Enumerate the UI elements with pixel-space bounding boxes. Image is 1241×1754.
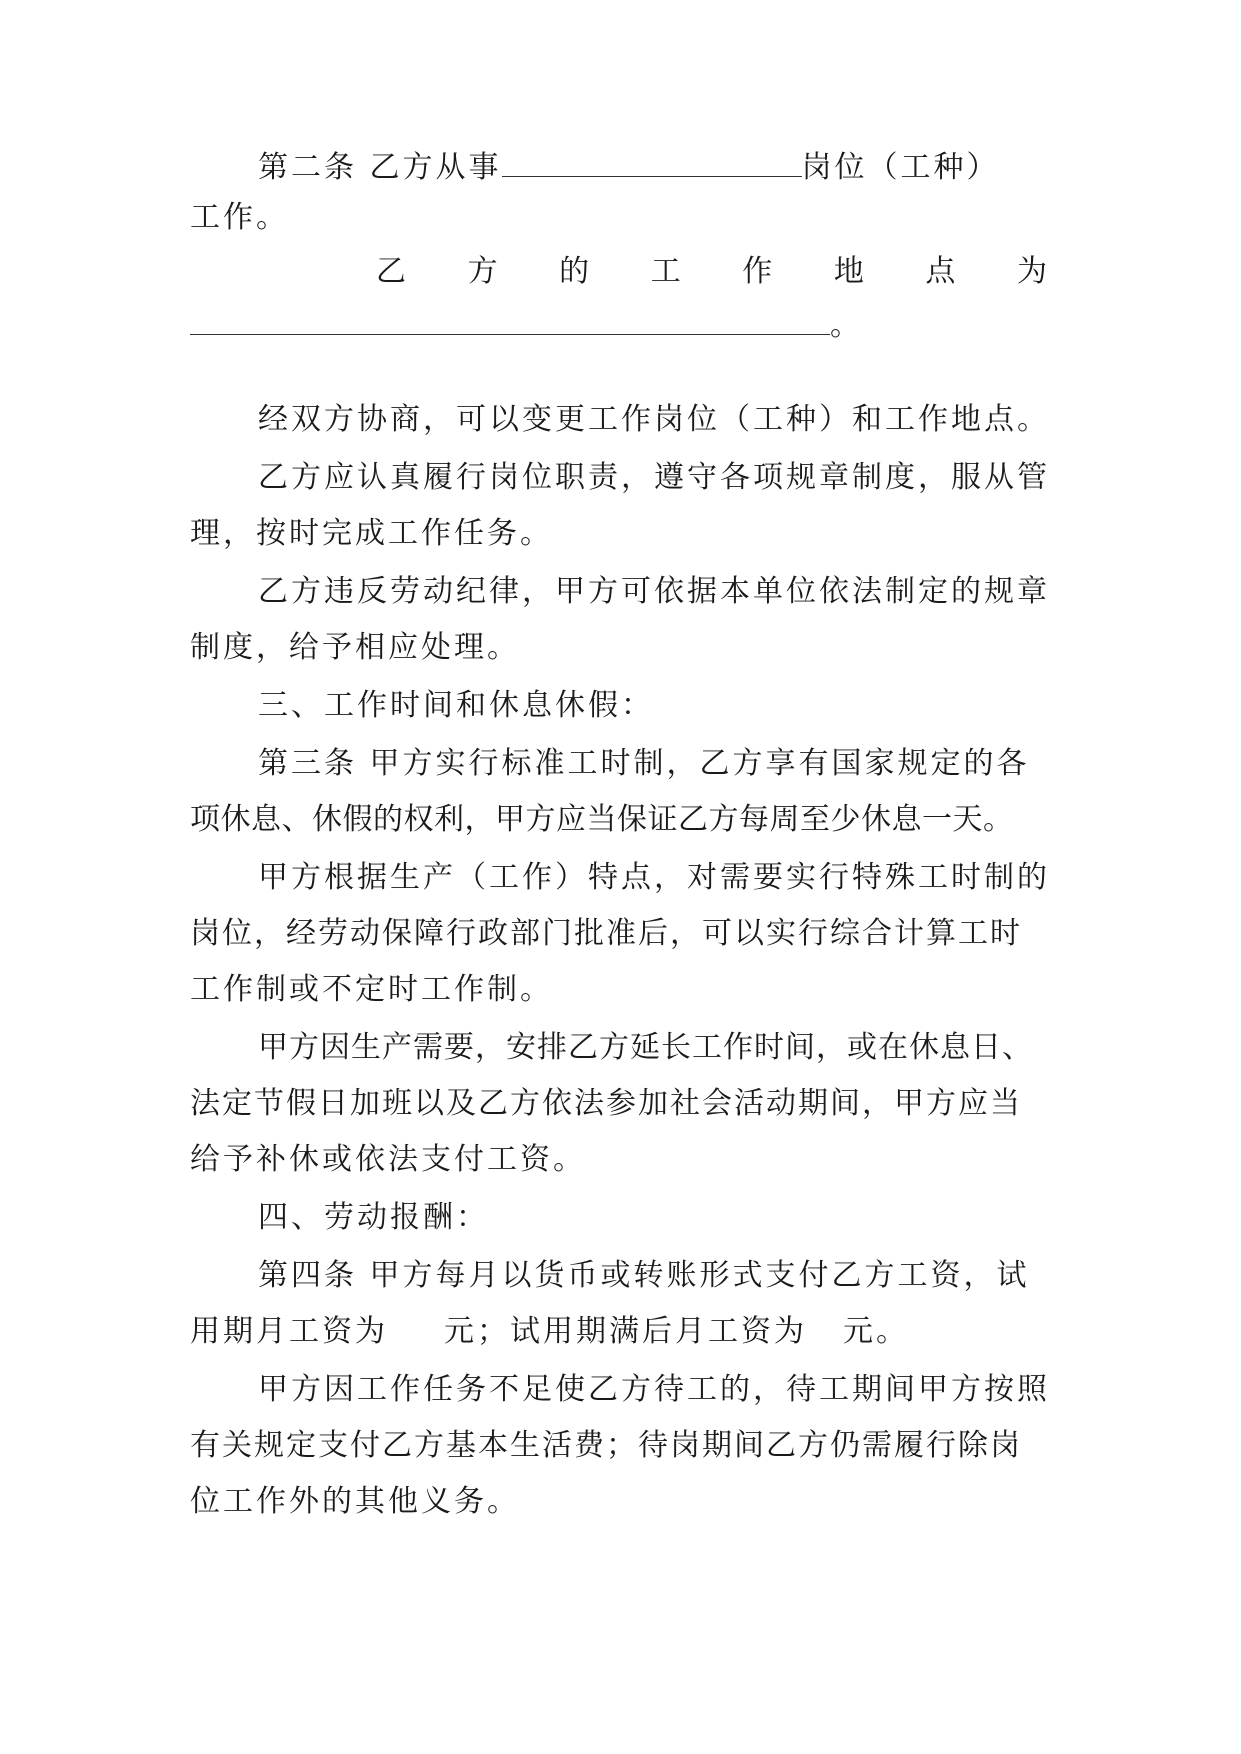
workplace-char: 点: [925, 254, 959, 289]
workplace-line: [376, 252, 1050, 292]
paragraph-idle-2: 有关规定支付乙方基本生活费；待岗期间乙方仍需履行除岗: [190, 1428, 1022, 1463]
paragraph-special-2: 岗位，经劳动保障行政部门批准后，可以实行综合计算工时: [190, 916, 1022, 951]
paragraph-overtime-1: 甲方因生产需要，安排乙方延长工作时间，或在休息日、: [258, 1030, 1033, 1065]
regular-salary-label: 元；试用期满后月工资为: [444, 1314, 807, 1349]
workplace-char: 的: [559, 254, 593, 289]
section-heading-3: 三、工作时间和休息休假：: [258, 688, 654, 723]
paragraph-idle-3: 位工作外的其他义务。: [190, 1484, 520, 1519]
article-2-suffix: 岗位（工种）: [801, 150, 1000, 185]
paragraph-idle-1: 甲方因工作任务不足使乙方待工的，待工期间甲方按照: [258, 1372, 1050, 1407]
workplace-char: 作: [742, 254, 776, 289]
paragraph-duty-1: 乙方应认真履行岗位职责，遵守各项规章制度，服从管: [258, 460, 1050, 495]
article-3-line-1: 第三条 甲方实行标准工时制，乙方享有国家规定的各: [258, 746, 1030, 781]
article-2-line: [258, 148, 1050, 188]
workplace-char: 工: [650, 254, 684, 289]
workplace-char: 方: [467, 254, 501, 289]
position-blank: [502, 148, 802, 177]
paragraph-overtime-2: 法定节假日加班以及乙方依法参加社会活动期间，甲方应当: [190, 1086, 1022, 1121]
workplace-char: 为: [1016, 254, 1050, 289]
paragraph-overtime-3: 给予补休或依法支付工资。: [190, 1142, 586, 1177]
paragraph-special-1: 甲方根据生产（工作）特点，对需要实行特殊工时制的: [258, 860, 1050, 895]
paragraph-violate-2: 制度，给予相应处理。: [190, 630, 520, 665]
workplace-char: 地: [833, 254, 867, 289]
article-2-prefix: 第二条 乙方从事: [258, 150, 502, 185]
workplace-char: 乙: [376, 254, 409, 289]
workplace-end: 。: [830, 308, 863, 343]
section-heading-4: 四、劳动报酬：: [258, 1200, 489, 1235]
article-4-line-2: [190, 1312, 1050, 1352]
article-2-continuation: 工作。: [190, 200, 289, 235]
article-4-line-1: 第四条 甲方每月以货币或转账形式支付乙方工资，试: [258, 1258, 1030, 1293]
probation-salary-label: 用期月工资为: [190, 1314, 388, 1349]
paragraph-duty-2: 理，按时完成工作任务。: [190, 516, 553, 551]
workplace-blank: [190, 306, 830, 335]
paragraph-change: 经双方协商，可以变更工作岗位（工种）和工作地点。: [258, 402, 1050, 437]
paragraph-special-3: 工作制或不定时工作制。: [190, 972, 553, 1007]
paragraph-violate-1: 乙方违反劳动纪律，甲方可依据本单位依法制定的规章: [258, 574, 1050, 609]
salary-unit-end: 元。: [843, 1314, 909, 1349]
workplace-blank-line: [190, 306, 1050, 346]
article-3-line-2: 项休息、休假的权利，甲方应当保证乙方每周至少休息一天。: [190, 802, 1014, 837]
